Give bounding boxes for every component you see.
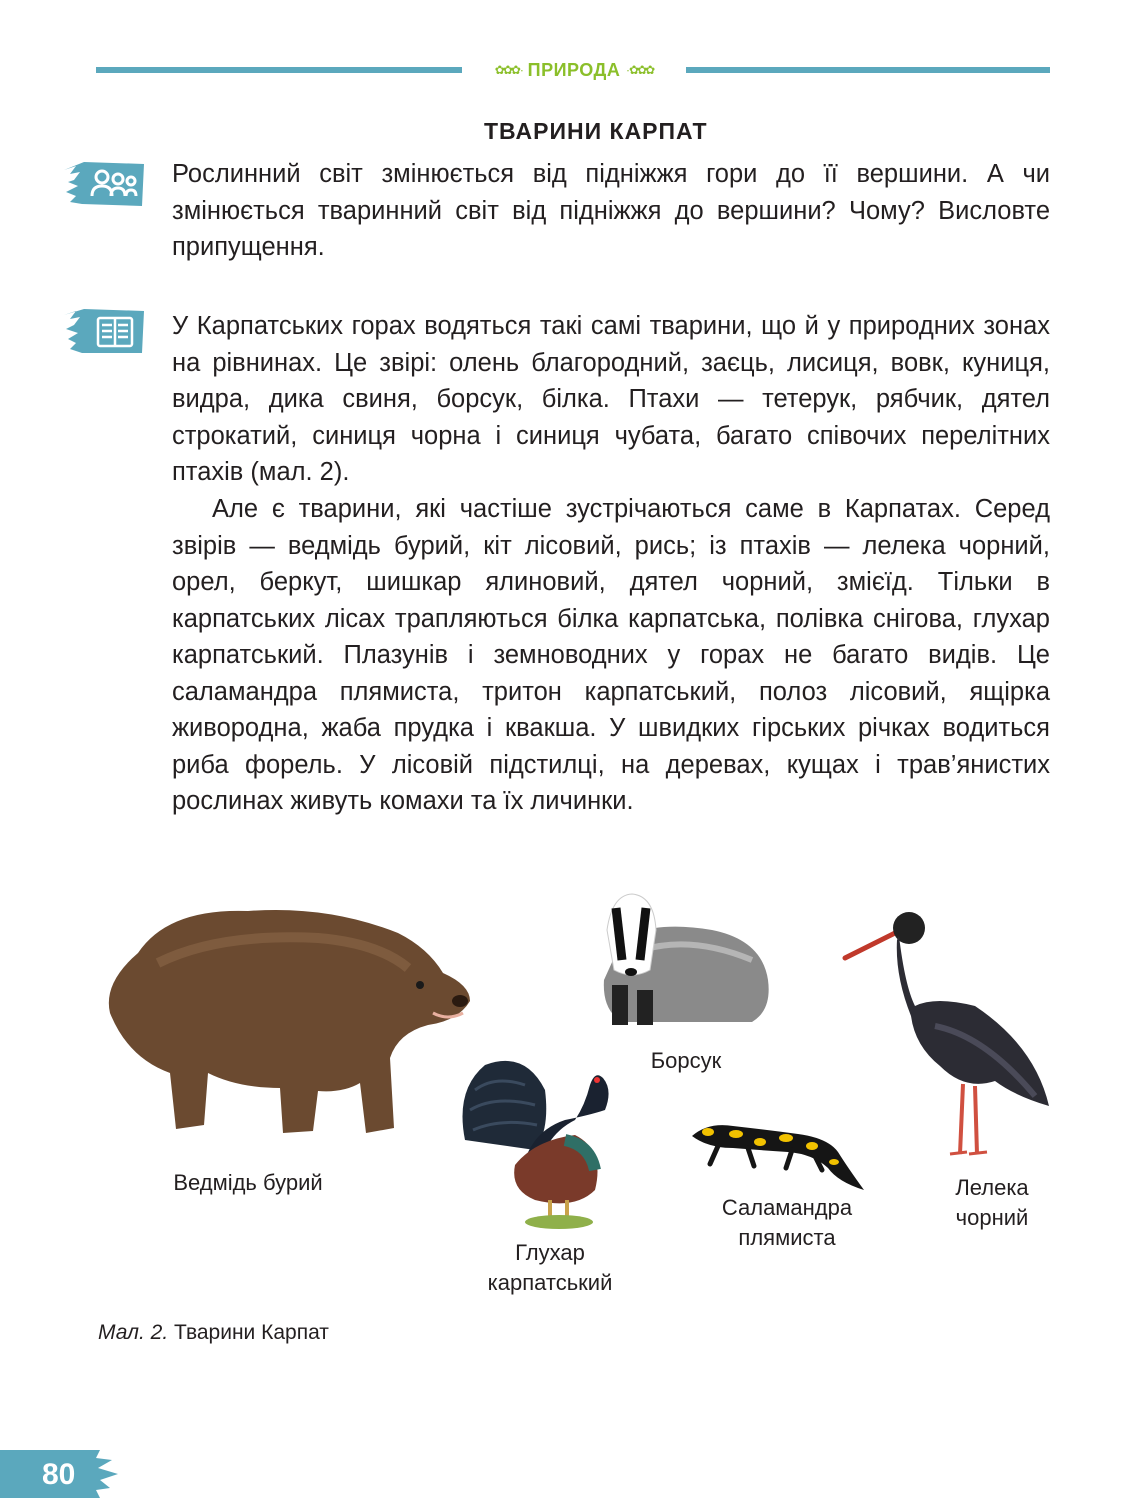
capercaillie-caption <box>472 1238 628 1298</box>
stork-caption-line1: Лелека <box>955 1175 1029 1200</box>
section-label: ПРИРОДА <box>527 59 621 80</box>
salamander-caption-line2: плямиста <box>738 1225 836 1250</box>
capercaillie-caption-line1: Глухар <box>515 1240 585 1265</box>
badger-caption: Борсук <box>650 1048 722 1073</box>
black-stork-image <box>845 906 1053 1158</box>
group-discussion-icon <box>64 160 146 210</box>
salamander-caption <box>712 1193 862 1253</box>
fire-salamander-image <box>688 1112 866 1198</box>
reading-paragraph-2: Але є тварини, які частіше зустрічаються саме в Карпатах. Серед звірів — ведмідь бурий, кіт лісовий, рись; із птахів — лелека чорний, орел, беркут, шишкар ялиновий, дятел чорний, змієїд. Тільки в карпатських лісах трапляються білка карпатська, полівка снігова, глухар карпатський. Плазунів і земноводних у горах не багато видів. Це саламандра плямиста, тритон карпатський, полоз лісовий, ящірка живородна, жаба прудка і квакша. У швидких гірських річках водиться риба форель. У лісовій підстилці, на деревах, кущах і трав’янистих рослинах живуть комахи та їх личинки. <box>172 495 1050 815</box>
figure-caption-label: Мал. 2. <box>98 1321 169 1344</box>
book-reading-icon <box>64 307 146 357</box>
bear-caption: Ведмідь бурий <box>173 1170 323 1195</box>
page-title: ТВАРИНИ КАРПАТ <box>484 118 708 144</box>
figure-caption <box>98 1321 329 1345</box>
stork-caption <box>940 1173 1044 1233</box>
stork-caption-line2: чорний <box>955 1205 1029 1230</box>
capercaillie-caption-line2: карпатський <box>487 1270 613 1295</box>
leaf-ornament-right-icon: ∙ ✿✿✿ <box>626 63 654 77</box>
page-number-badge <box>0 1450 118 1498</box>
section-header <box>462 56 686 84</box>
leaf-ornament-left-icon: ✿✿✿ ∙ <box>494 63 522 77</box>
salamander-caption-line1: Саламандра <box>721 1195 853 1220</box>
reading-paragraph-1: У Карпатських горах водяться такі самі тварини, що й у природних зонах на рівнинах. Це звірі: олень благородний, заєць, лисиця, вовк, куниця, видра, дика свиня, борсук, білка. Птахи — тетерук, рябчик, дятел строкатий, синиця чорна і синиця чубата, багато співочих перелітних птахів (мал. 2). <box>172 312 1050 486</box>
figure-caption-text: Тварини Карпат <box>168 1321 329 1344</box>
discussion-paragraph: Рослинний світ змінюється від підніжжя гори до її вершини. А чи змінюється тваринний світ від підніжжя до вершини? Чому? Висловте припущення. <box>172 160 1050 261</box>
badger-image <box>582 890 774 1032</box>
page-number: 80 <box>42 1458 76 1491</box>
capercaillie-image <box>455 1050 623 1230</box>
brown-bear-image <box>98 893 473 1155</box>
